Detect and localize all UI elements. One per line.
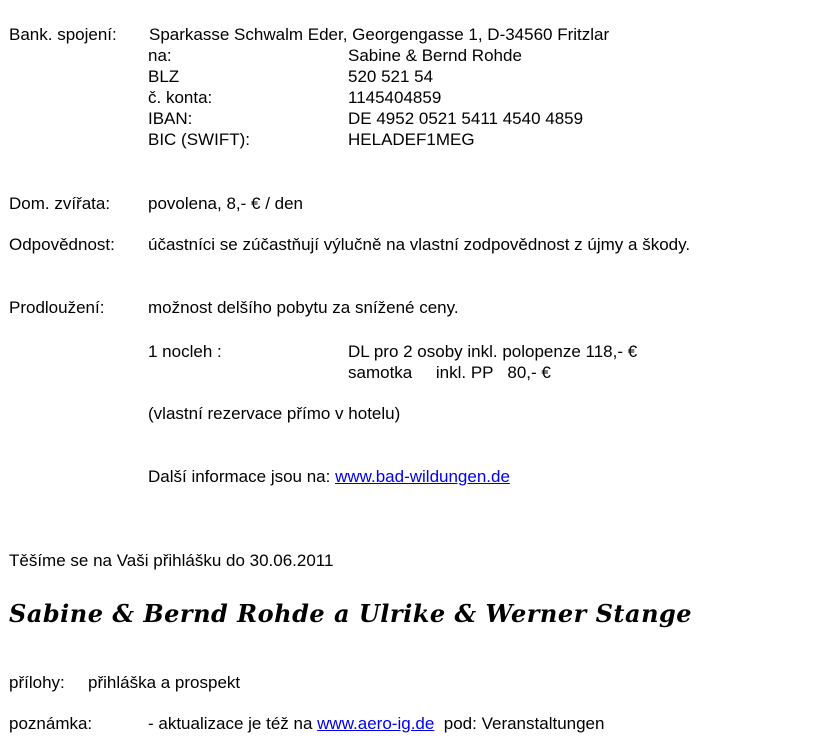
bank-row-key: BIC (SWIFT): — [148, 130, 250, 149]
note-line — [148, 714, 604, 734]
price-double: DL pro 2 osoby inkl. polopenze 118,- € — [348, 342, 638, 361]
aero-ig-link[interactable]: www.aero-ig.de — [317, 714, 435, 733]
closing-text: Těšíme se na Vaši přihlášku do 30.06.2011 — [9, 551, 334, 570]
info-prefix: Další informace jsou na: — [148, 467, 336, 486]
liability-text: účastníci se zúčastňují výlučně na vlastní zodpovědnost z újmy a škody. — [148, 235, 691, 254]
bank-row-key: na: — [148, 46, 172, 65]
bank-row-value: HELADEF1MEG — [348, 130, 475, 149]
night-label: 1 nocleh : — [148, 342, 222, 361]
price-single: samotka inkl. PP 80,- € — [348, 363, 551, 382]
bank-row-key: č. konta: — [148, 88, 213, 107]
attachments-text: přihláška a prospekt — [88, 673, 241, 692]
attachments-label: přílohy: — [9, 673, 65, 692]
bank-row-value: 1145404859 — [348, 88, 442, 107]
note-prefix: - aktualizace je též na — [148, 714, 318, 733]
pets-label: Dom. zvířata: — [9, 194, 111, 213]
extension-label: Prodloužení: — [9, 298, 105, 317]
info-line — [148, 467, 510, 487]
extension-text: možnost delšího pobytu za snížené ceny. — [148, 298, 459, 317]
signature: Sabine & Bernd Rohde a Ulrike & Werner Stange — [9, 599, 693, 628]
bank-row-value: DE 4952 0521 5411 4540 4859 — [348, 109, 584, 128]
note-label: poznámka: — [9, 714, 93, 733]
bank-row-value: Sabine & Bernd Rohde — [348, 46, 522, 65]
bad-wildungen-link[interactable]: www.bad-wildungen.de — [335, 467, 510, 486]
bank-label: Bank. spojení: — [9, 25, 117, 44]
bank-row-value: 520 521 54 — [348, 67, 434, 86]
bank-row-key: BLZ — [148, 67, 180, 86]
pets-text: povolena, 8,- € / den — [148, 194, 304, 213]
liability-label: Odpovědnost: — [9, 235, 115, 254]
note-suffix: pod: Veranstaltungen — [434, 714, 605, 733]
bank-row-key: IBAN: — [148, 109, 193, 128]
reservation-note: (vlastní rezervace přímo v hotelu) — [148, 404, 401, 423]
bank-name: Sparkasse Schwalm Eder, Georgengasse 1, D-34560 Fritzlar — [149, 25, 610, 44]
